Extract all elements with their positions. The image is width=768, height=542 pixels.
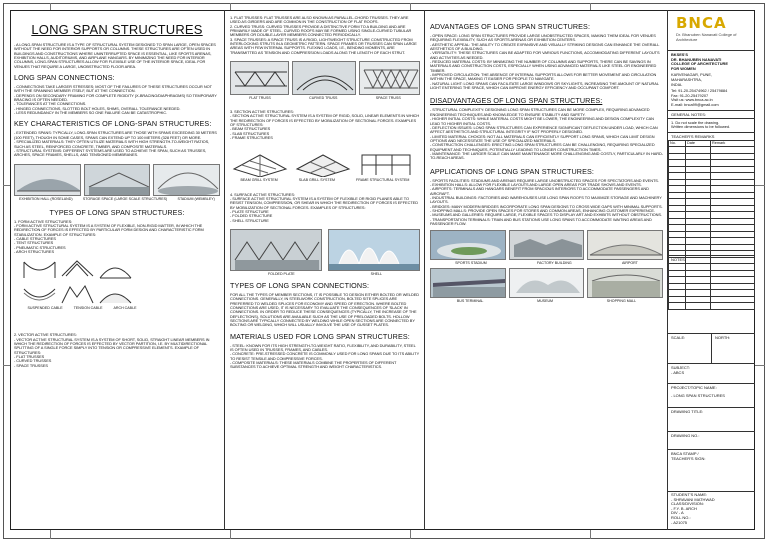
college-logo — [668, 10, 755, 51]
flat-truss-image — [230, 61, 289, 95]
slab-grill-sketch — [293, 147, 353, 177]
caption: MUSEUM — [537, 299, 554, 304]
college-contact: Tel: 91-20-25474962 / 25479884 Fax: 91-20-25479207 Visit us: www.bnca.ac.in E-mail: bnca99@gmail.com — [671, 88, 728, 107]
airport-image — [587, 230, 663, 260]
caption: ARCH CABLE — [113, 306, 137, 311]
surface-captions — [230, 272, 420, 277]
table-header: No. — [669, 140, 686, 147]
curved-truss-image — [292, 61, 355, 95]
exhibition-hall-image — [14, 164, 81, 196]
suspended-cable-sketch — [22, 258, 57, 280]
title-block — [668, 10, 755, 530]
drawing-title-box — [668, 407, 755, 431]
surface-images — [230, 229, 420, 271]
caption: SPACE TRUSS — [375, 96, 401, 101]
key-images — [14, 164, 220, 196]
project-box — [668, 383, 755, 407]
class-value: - F.Y. B. ARCH DIV - A — [671, 505, 697, 516]
section-captions — [230, 178, 420, 183]
storage-space-image — [84, 164, 151, 196]
section-images — [230, 147, 420, 177]
caption: FACTORY BUILDING — [536, 261, 572, 266]
project-label: PROJECT/TOPIC NAME: — [671, 385, 717, 390]
student-label: STUDENT'S NAME: — [671, 492, 708, 497]
logo-text: BNCA — [676, 14, 727, 32]
factory-building-image — [509, 230, 585, 260]
surface-active-text: 4. SURFACE ACTIVE STRUCTURES: - SURFACE ACTIVE STRUCTURAL SYSTEM IS A SYSTEM OF FLEXIBLE OR RIGID PLANES ABLE TO RESIST TENSION, COMPRESSION, OR SHEAR IN WHICH THE REDIRECTION OF FORCES IS EFFECTED BY MOBILIZATION OF SECTIONAL FORCES. EXAMPLES OF STRUCTURES: - PLATE STRUCTURE - FOLDED STRUCTURE - SHELL STRUCTURE — [230, 191, 418, 223]
border-tick — [755, 365, 765, 366]
border-tick — [590, 3, 591, 10]
roll-label: ROLL NO.: — [671, 514, 691, 520]
caption: BUS TERMINAL — [456, 299, 484, 304]
caption: CURVED TRUSS — [309, 96, 338, 101]
application-images-row-2 — [430, 268, 663, 298]
student-value: - SHRAVANI MATHWAD — [671, 496, 715, 502]
types-heading: TYPES OF LONG SPAN STRUCTURES: — [49, 207, 185, 217]
advantages-heading: ADVANTAGES OF LONG SPAN STRUCTURES: — [430, 22, 591, 31]
border-tick — [410, 530, 411, 539]
scale-label: SCALE: — [668, 334, 712, 363]
key-characteristics-heading: KEY CHARACTERISTICS OF LONG-SPAN STRUCTURES: — [14, 119, 212, 129]
form-active-text: 1. FORM ACTIVE STRUCTURES: - FORM ACTIVE STRUCTURAL SYSTEM IS A SYSTEM OF FLEXIBLE, NON-RIGID MATTER, IN WHICH THE REDIRECTION OF FORCES IS EFFECTED BY PARTICULAR FORM DESIGN AND CHARACTERISTIC FORM STABILIZATION. EXAMPLE OF STRUCTURES: - CABLE STRUCTURES - TENT STRUCTURES - PNEUMATIC STRUCTURES - ARCH STRUCTURES — [14, 218, 204, 254]
subject-label: SUBJECT: — [671, 365, 690, 370]
disadvantages-text: - STRUCTURAL COMPLEXITY: DESIGNING LONG SPAN STRUCTURES CAN BE MORE COMPLEX, REQUIRING ADVANCED ENGINEERING TECHNIQUES AND KNOWLEDGE TO ENSURE STABILITY AND SAFETY. - HIGHER INITIAL COSTS: WHILE MATERIAL COSTS MIGHT BE LOWER, THE ENGINEERING AND DESIGN COMPLEXITY CAN LEAD TO HIGHER INITIAL COSTS. - DEFLECTION ISSUES: LONG SPAN STRUCTURES CAN EXPERIENCE SIGNIFICANT DEFLECTION UNDER LOAD, WHICH CAN AFFECT AESTHETICS AND STRUCTURAL INTEGRITY IF NOT PROPERLY DESIGNED. - LIMITED MATERIAL CHOICES: NOT ALL MATERIALS CAN EFFICIENTLY SUPPORT LONG SPANS, WHICH CAN LIMIT DESIGN OPTIONS AND NECESSITATE THE USE OF SPECIALIZED MATERIALS. - CONSTRUCTION CHALLENGES: ERECTING LONG SPAN STRUCTURES CAN BE CHALLENGING, REQUIRING SPECIALIZED EQUIPMENT AND TECHNIQUES, POTENTIALLY LEADING TO LONGER CONSTRUCTION TIMES. - MAINTENANCE: THE LARGER SCALE CAN MAKE MAINTENANCE MORE CHALLENGING AND COSTLY, PARTICULARLY IN HARD-TO-REACH AREAS. — [430, 107, 664, 161]
cable-sketch — [22, 283, 57, 305]
column-3 — [425, 10, 668, 530]
general-notes-label: GENERAL NOTES: — [668, 110, 755, 119]
sports-stadium-image — [430, 230, 506, 260]
college-address: KARVENAGAR, PUNE, MAHARASHTRA, INDIA. — [671, 72, 713, 87]
application-images-row-1 — [430, 230, 663, 260]
table-header: Remark — [711, 140, 755, 147]
disadvantages-heading: DISADVANTAGES OF LONG SPAN STRUCTURES: — [430, 96, 603, 106]
general-notes: 1. Do not scale the drawing. Written dimensions to be followed. — [671, 119, 731, 130]
materials-text: - STEEL: KNOWN FOR ITS HIGH STRENGTH-TO-WEIGHT RATIO, FLEXIBILITY, AND DURABILITY, STEEL IS OFTEN USED IN TRUSSES, FRAMES, AND CABLES. - CONCRETE: PRE-STRESSED CONCRETE IS COMMONLY USED FOR LONG SPANS DUE TO ITS ABILITY TO RESIST TENSILE AND COMPRESSIVE FORCES. - COMPOSITE MATERIALS: THESE MATERIALS COMBINE THE PROPERTIES OF DIFFERENT SUBSTANCES TO ACHIEVE OPTIMAL STRENGTH AND WEIGHT CHARACTERISTICS. — [230, 342, 420, 370]
drawing-no-box — [668, 431, 755, 449]
roll-value: - A21075 — [671, 519, 688, 525]
tension-cable-sketch — [60, 258, 95, 280]
border-tick — [3, 185, 10, 186]
materials-heading: MATERIALS USED FOR LONG SPAN STRUCTURES: — [230, 331, 410, 341]
application-captions-2 — [430, 299, 663, 304]
north-label: NORTH: — [715, 335, 731, 340]
advantages-text: - OPEN SPACE: LONG SPAN STRUCTURES PROVIDE LARGE UNOBSTRUCTED SPACES, MAKING THEM IDEAL FOR VENUES REQUIRING FLEXIBILITY, SUCH AS SPORTS ARENAS OR EXHIBITION CENTERS. - AESTHETIC APPEAL: THE ABILITY TO CREATE EXPANSIVE AND VISUALLY STRIKING DESIGNS CAN ENHANCE THE OVERALL AESTHETICS OF A BUILDING. - VERSATILITY: THESE STRUCTURES CAN BE ADAPTED FOR VARIOUS FUNCTIONS, ACCOMMODATING DIFFERENT LAYOUTS AND ACTIVITIES AS NEEDED. - REDUCED MATERIAL COSTS: BY MINIMIZING THE NUMBER OF COLUMNS AND SUPPORTS, THERE CAN BE SAVINGS IN MATERIALS AND CONSTRUCTION COSTS, ESPECIALLY WHEN USING ADVANCED MATERIALS LIKE STEEL OR ENGINEERED TIMBER. - IMPROVED CIRCULATION: THE ABSENCE OF INTERNAL SUPPORTS ALLOWS FOR BETTER MOVEMENT AND CIRCULATION WITHIN THE SPACE, MAKING IT EASIER FOR PEOPLE TO NAVIGATE. - NATURAL LIGHT: LONG SPANS CAN FACILITATE LARGE WINDOWS OR SKYLIGHTS, INCREASING THE AMOUNT OF NATURAL LIGHT ENTERING THE SPACE, WHICH CAN IMPROVE ENERGY EFFICIENCY AND OCCUPANT COMFORT. — [430, 33, 660, 91]
connections-text: - CONNECTIONS TAKE LARGER STRESSES; MOST OF THE FAILURES OF THESE STRUCTURES OCCUR NOT WITH THE SPANNING MEMBER ITSELF, BUT AT THE CONNECTION. - DEPENDS ON SECONDARY FRAMING FOR COMPLETE RIGIDITY (X-BRACING/DIAPHRAGMS) SO TEMPORARY BRACING IS OFTEN NEEDED. - TOLERANCES AT THE CONNECTIONS. - HINGED CONNECTIONS, SLOTTED BOLT HOLES, SHIMS, OVERALL TOLERANCE NEEDED. - LESS REDUNDANCY IN THE MEMBERS SO ONE FAILURE CAN BE CATASTROPHIC. — [14, 84, 217, 116]
column-2 — [225, 10, 425, 530]
form-captions — [22, 306, 142, 311]
stamp-label: BNCA STAMP / TEACHER'S SIGN: — [671, 451, 706, 461]
caption: FRAME STRUCTURAL SYSTEM — [356, 177, 410, 182]
form-active-images — [22, 258, 142, 305]
beam-grill-sketch — [230, 147, 290, 177]
border-tick — [3, 365, 10, 366]
frame-system-sketch — [356, 147, 416, 177]
connections-heading: LONG SPAN CONNECTIONS: — [14, 73, 115, 83]
border-tick — [755, 185, 765, 186]
tent-sketch — [60, 283, 95, 305]
caption: AIRPORT — [621, 261, 638, 266]
caption: STADIUM (WEMBLEY) — [177, 196, 215, 201]
project-value: - LONG SPAN STRUCTURES — [671, 393, 725, 398]
pneumatic-sketch — [98, 283, 133, 305]
types-connections-heading: TYPES OF LONG SPAN CONNECTIONS: — [230, 280, 370, 290]
types-connections-text: FOR ALL THE TYPES OF MEMBER SECTIONS, IT IS POSSIBLE TO DESIGN EITHER BOLTED OR WELDED CONNECTIONS. GENERALLY, IN STEELWORK CONSTRUCTION, BOLTED SITE SPLICES ARE PREFERRED TO WELDED SPLICES FOR ECONOMY AND SPEED OF ERECTION. WHERE BOLTED CONNECTIONS ARE USED, IT IS NECESSARY TO EVALUATE THE CONSEQUENCES OF 'SLACK' IN CONNECTIONS. IN ORDER TO REDUCE THESE CONSEQUENCES (TYPICALLY, THE INCREASE OF THE DEFLECTIONS), SOLUTIONS ARE AVAILABLE SUCH AS THE USE OF PRELOADED BOLTS. HOLLOW SECTIONS ARE TYPICALLY CONNECTED BY WELDING WHILE OPEN SECTIONS ARE CONNECTED BY BOLTING OR WELDING, WHICH WILL USUALLY INVOLVE THE USE OF GUSSET PLATES. — [230, 291, 420, 328]
border-tick — [590, 530, 591, 539]
key-characteristics-text: - EXTENDED SPANS: TYPICALLY, LONG-SPAN STRUCTURES ARE THOSE WITH SPANS EXCEEDING 30 METERS (100 FEET), THOUGH IN SOME CASES, SPANS CAN EXTEND UP TO 100 METERS (328 FEET) OR MORE. - SPECIALIZED MATERIALS: THEY OFTEN UTILIZE MATERIALS WITH HIGH STRENGTH-TO-WEIGHT RATIOS, SUCH AS STEEL, REINFORCED CONCRETE, TIMBER, AND COMPOSITE MATERIALS. - STRUCTURAL SYSTEMS: DIFFERENT SYSTEMS ARE USED TO ACHIEVE THE SPAN, SUCH AS TRUSSES, ARCHES, SPACE FRAMES, SHELLS, AND TENSIONED MEMBRANES. — [14, 130, 217, 158]
applications-text: - SPORTS FACILITIES: STADIUMS AND ARENAS REQUIRE LARGE UNOBSTRUCTED SPACES FOR SPECTATORS AND EVENTS. - EXHIBITION HALLS: ALLOW FOR FLEXIBLE LAYOUTS AND LARGE OPEN AREAS FOR TRADE SHOWS AND EVENTS. - AIRPORTS: TERMINALS AND HANGARS BENEFIT FROM SPACIOUS INTERIORS TO ACCOMMODATE PASSENGERS AND AIRCRAFT. - INDUSTRIAL BUILDINGS: FACTORIES AND WAREHOUSES USE LONG SPAN ROOFS TO MAXIMIZE STORAGE AND MACHINERY LAYOUTS. - BRIDGES: MANY MODERN BRIDGES INCORPORATE LONG SPAN DESIGNS TO CROSS WIDE GAPS WITH MINIMAL SUPPORTS. - SHOPPING MALLS: PROVIDE OPEN SPACES FOR STORES AND COMMON AREAS, ENHANCING CUSTOMER EXPERIENCE. - MUSEUMS AND GALLERIES: REQUIRE LARGE, FLEXIBLE SPACES TO DISPLAY ART AND EXHIBITS WITHOUT OBSTRUCTIONS. - TRANSPORTATION TERMINALS: TRAIN AND BUS STATIONS USE LONG SPANS TO ACCOMMODATE WAITING AREAS AND PASSENGER FLOW. — [430, 177, 663, 227]
caption: EXHIBITION HALL (ROSELAND) — [19, 196, 73, 201]
caption: FLAT TRUSS — [249, 96, 271, 101]
scale-north-row — [668, 333, 755, 363]
section-active-text: 3. SECTION ACTIVE STRUCTURES: - SECTION ACTIVE STRUCTURAL SYSTEM IS A SYSTEM OF RIGID, SOLID, LINEAR ELEMENTS IN WHICH THE REDIRECTION OF FORCES IS EFFECTED BY MOBILIZATION OF SECTIONAL FORCES. EXAMPLES OF STRUCTURES: - BEAM STRUCTURES - SLAB STRUCTURES - FRAME STRUCTURES — [230, 109, 420, 141]
caption: SPORTS STADIUM — [455, 261, 487, 266]
caption: SUSPENDED CABLE — [27, 306, 63, 311]
shell-image — [328, 229, 420, 271]
truss-captions — [230, 96, 420, 101]
caption: STORAGE SPACE (LARGE SCALE STRUCTURES) — [82, 196, 168, 201]
caption: FOLDED PLATE — [267, 271, 295, 276]
notes-label: NOTES: — [671, 257, 686, 262]
application-captions-1 — [430, 261, 663, 266]
folded-plate-image — [230, 229, 322, 271]
space-truss-image — [359, 61, 420, 95]
border-tick — [230, 530, 231, 539]
caption: SHOPPING MALL — [606, 299, 637, 304]
truss-images — [230, 61, 420, 95]
applications-heading: APPLICATIONS OF LONG SPAN STRUCTURES: — [430, 166, 594, 176]
museum-image — [509, 268, 585, 298]
table-header: Date — [686, 140, 711, 147]
key-captions — [14, 197, 220, 202]
caption: SHELL — [370, 271, 383, 276]
main-title: LONG SPAN STRUCTURES — [31, 22, 203, 37]
caption: BEAM GRILL SYSTEM — [240, 177, 278, 182]
drawing-title-label: DRAWING TITLE: — [671, 409, 704, 414]
drawing-no-label: DRAWING NO.: — [671, 433, 700, 438]
subject-box — [668, 363, 755, 383]
shopping-mall-image — [587, 268, 663, 298]
stamp-box — [668, 449, 755, 491]
arch-cable-sketch — [98, 258, 133, 280]
stadium-image — [153, 164, 220, 196]
teachers-remarks-label: TEACHER'S REMARKS — [668, 132, 755, 140]
notes-box — [668, 255, 755, 333]
vector-active-text: 2. VECTOR ACTIVE STRUCTURES: - VECTOR ACTIVE STRUCTURAL SYSTEM IS A SYSTEM OF SHORT, SOLID, STRAIGHT LINEAR MEMBERS IN WHICH THE REDIRECTION OF FORCES IS EFFECTED BY VECTOR PARTITION, I.E. BY MULTIDIRECTIONAL SPLITTING OF A SINGLE FORCE SIMPLY INTO TENSION OR COMPRESSIVE ELEMENTS. EXAMPLE OF STRUCTURES: - FLAT TRUSSES - CURVED TRUSSES - SPACE TRUSSES — [14, 332, 210, 368]
bus-terminal-image — [430, 268, 506, 298]
border-tick — [50, 530, 51, 539]
intro-text: - A LONG-SPAN STRUCTURE IS A TYPE OF STRUCTURAL SYSTEM DESIGNED TO SPAN LARGE, OPEN SPACES WITHOUT THE NEED FOR INTERIOR SUPPORTS OR COLUMNS. THESE STRUCTURES ARE OFTEN USED IN BUILDINGS AND CONSTRUCTIONS WHERE UNINTERRUPTED SPACE IS ESSENTIAL, LIKE SPORTS ARENAS, EXHIBITION HALLS, AUDITORIUMS, AND AIRPLANE HANGARS. BY MINIMIZING THE NEED FOR INTERIOR COLUMNS, LONG-SPAN STRUCTURES ALLOW FOR FLEXIBLE USE OF THE INTERIOR SPACE, IDEAL FOR VENUES THAT REQUIRE A LARGE, UNOBSTRUCTED FLOOR AREA. — [14, 42, 216, 69]
logo-subtext: Dr. Bhanuben Nanavati College of Architecture — [676, 32, 737, 42]
border-tick — [50, 3, 51, 10]
subject-value: - ABCS — [671, 370, 685, 375]
caption: TENSION CABLE — [73, 306, 103, 311]
border-tick — [230, 3, 231, 10]
college-name: BKSES'S DR. BHANUBEN NANAVATI COLLEGE OF ARCHITECTURE FOR WOMEN — [671, 52, 728, 71]
student-box — [668, 491, 755, 530]
border-tick — [410, 3, 411, 10]
class-label: CLASS/DIVISION: — [671, 501, 704, 507]
trusses-text: 1. FLAT TRUSSES: FLAT TRUSSES ARE ALSO KNOWN AS PARALLEL-CHORD TRUSSES. THEY ARE USED AS GIRDERS AND ARE COMMON IN THE CONSTRUCTION OF FLAT ROOFS. 2. CURVED TRUSS: CURVED TRUSSES PROVIDE A DISTINCTIVE FORM TO A BUILDING AND ARE PRIMARILY MADE OF STEEL. CURVED ROOFS MAY BE FORMED USING SINGLE-CURVED TUBULAR MEMBERS OR DOUBLE-LAYER MEMBERS CONNECTED PERIODICALLY. 3. SPACE TRUSSES: A SPACE TRUSS IS A RIGID, LIGHTWEIGHT STRUCTURE CONSTRUCTED FROM INTERLOCKING STRUTS IN A GEOMETRIC PATTERN. SPACE FRAMES OR TRUSSES CAN SPAN LARGE AREAS WITH FEW INTERNAL SUPPORTS. FLEXING LOADS, I.E., BENDING MOMENTS, ARE TRANSMITTED AS TENSION AND COMPRESSION LOADS ALONG THE LENGTH OF EACH STRUT. — [230, 15, 417, 55]
column-1 — [10, 10, 225, 530]
caption: SLAB GRILL SYSTEM — [298, 177, 335, 182]
college-info — [668, 51, 755, 110]
